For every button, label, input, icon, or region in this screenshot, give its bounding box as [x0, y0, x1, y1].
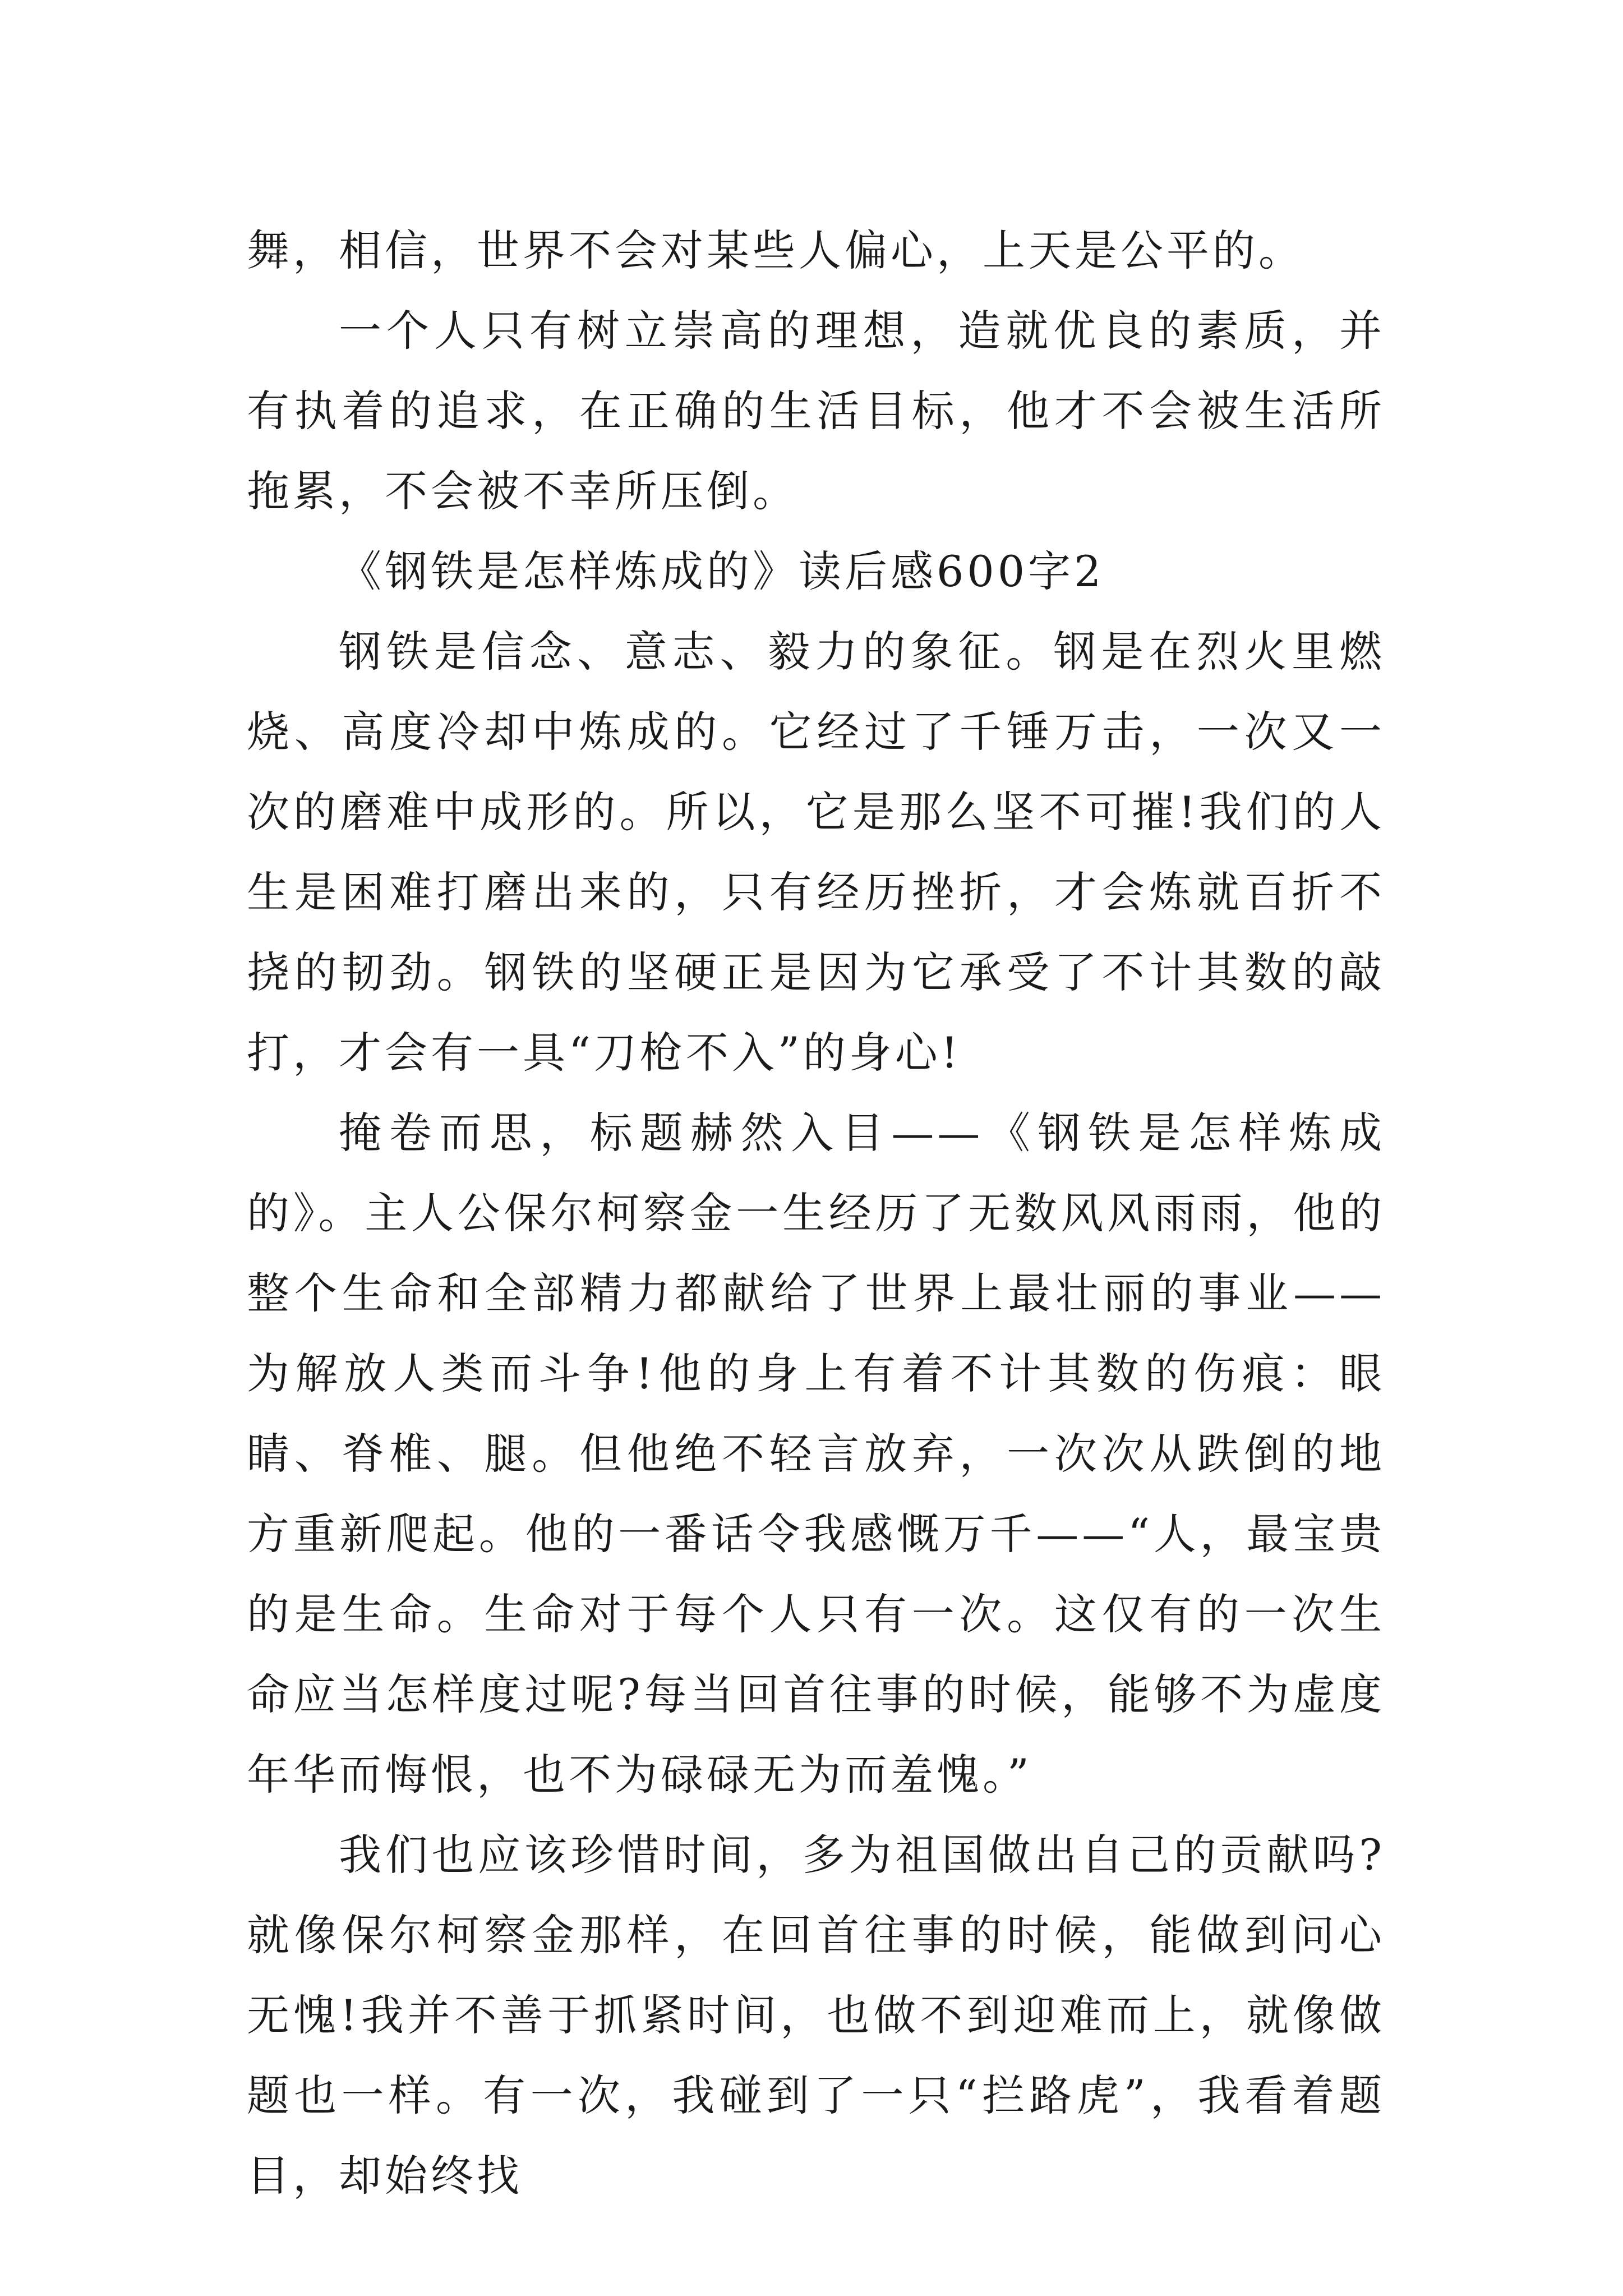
paragraph: 我们也应该珍惜时间，多为祖国做出自己的贡献吗?就像保尔柯察金那样，在回首往事的时候，能做到问心无愧!我并不善于抓紧时间，也做不到迎难而上，就像做题也一样。有一次，我碰到了一只“拦路虎”，我看着题目，却始终找: [247, 1830, 1385, 2201]
document-body: [247, 210, 1385, 2216]
section-heading: 《钢铁是怎样炼成的》读后感600字2: [339, 546, 1105, 596]
paragraph: 掩卷而思，标题赫然入目——《钢铁是怎样炼成的》。主人公保尔柯察金一生经历了无数风风雨雨，他的整个生命和全部精力都献给了世界上最壮丽的事业——为解放人类而斗争!他的身上有着不计其数的伤痕：眼睛、脊椎、腿。但他绝不轻言放弃，一次次从跌倒的地方重新爬起。他的一番话令我感慨万千——“人，最宝贵的是生命。生命对于每个人只有一次。这仅有的一次生命应当怎样度过呢?每当回首往事的时候，能够不为虚度年华而悔恨，也不为碌碌无为而羞愧。”: [247, 1108, 1385, 1800]
paragraph: 舞，相信，世界不会对某些人偏心，上天是公平的。: [247, 226, 1304, 275]
paragraph: 钢铁是信念、意志、毅力的象征。钢是在烈火里燃烧、高度冷却中炼成的。它经过了千锤万击，一次又一次的磨难中成形的。所以，它是那么坚不可摧!我们的人生是困难打磨出来的，只有经历挫折，才会炼就百折不挠的韧劲。钢铁的坚硬正是因为它承受了不计其数的敲打，才会有一具“刀枪不入”的身心!: [247, 627, 1385, 1078]
paragraph: 一个人只有树立崇高的理想，造就优良的素质，并有执着的追求，在正确的生活目标，他才不会被生活所拖累，不会被不幸所压倒。: [247, 306, 1385, 516]
